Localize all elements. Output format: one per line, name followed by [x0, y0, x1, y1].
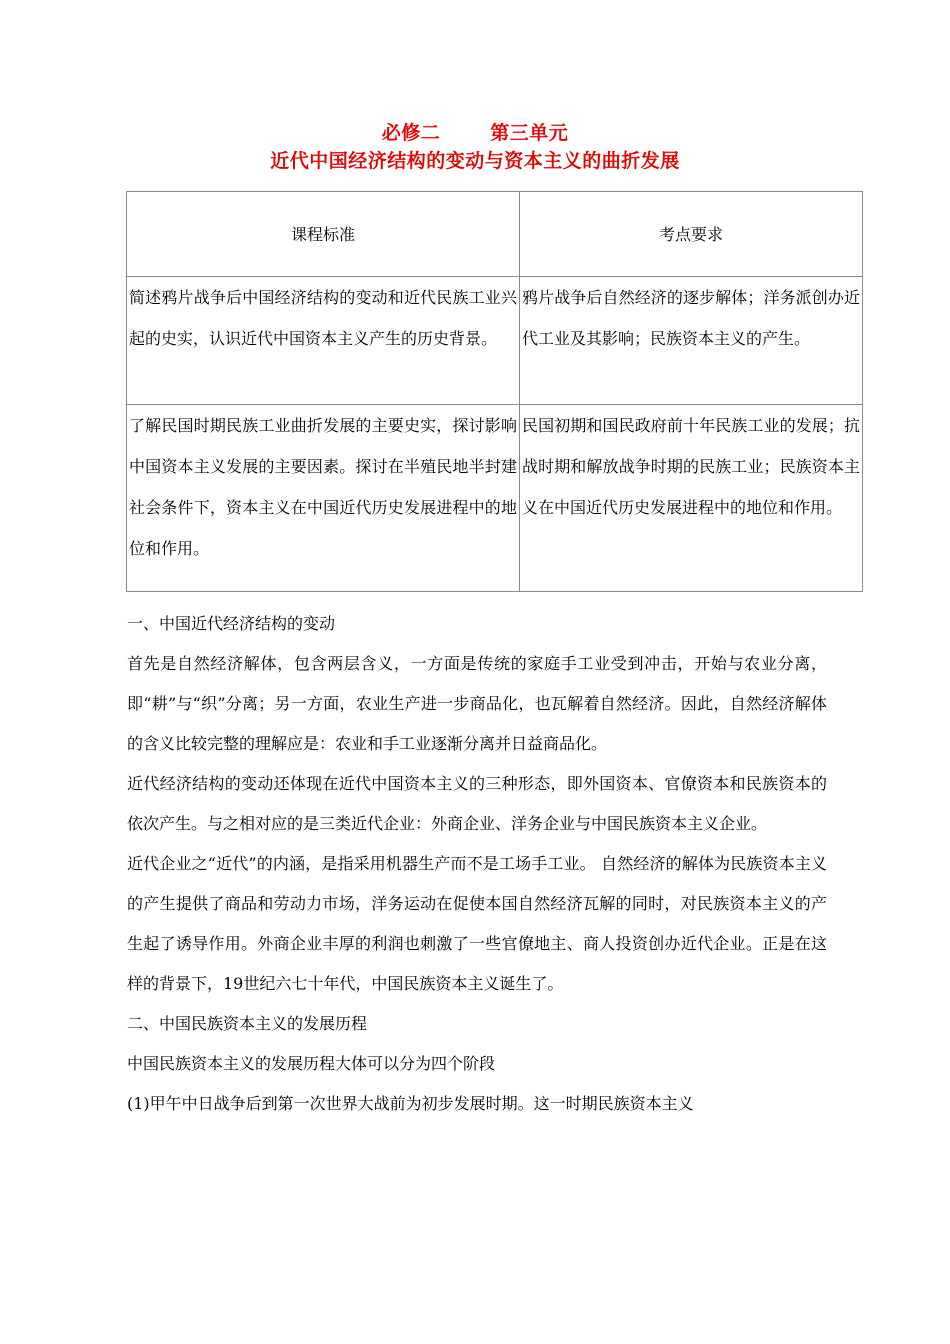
curriculum-table [126, 191, 863, 592]
table-cell: 民国初期和国民政府前十年民族工业的发展；抗战时期和解放战争时期的民族工业；民族资本主义在中国近代历史发展进程中的地位和作用。 [520, 405, 863, 592]
document-subtitle: 近代中国经济结构的变动与资本主义的曲折发展 [270, 150, 680, 172]
table-header-cell: 课程标准 [127, 192, 520, 277]
table-row [127, 405, 863, 592]
section-heading: 一、中国近代经济结构的变动 [127, 614, 336, 633]
table-cell: 鸦片战争后自然经济的逐步解体；洋务派创办近代工业及其影响；民族资本主义的产生。 [520, 277, 863, 405]
table-row [127, 277, 863, 405]
table-header-row [127, 192, 863, 277]
title-unit: 第三单元 [490, 122, 569, 144]
paragraph: 近代经济结构的变动还体现在近代中国资本主义的三种形态，即外国资本、官僚资本和民族资本的依次产生。与之相对应的是三类近代企业：外商企业、洋务企业与中国民族资本主义企业。 [127, 774, 827, 833]
section-heading: 二、中国民族资本主义的发展历程 [127, 1014, 368, 1033]
table-cell: 了解民国时期民族工业曲折发展的主要史实，探讨影响中国资本主义发展的主要因素。探讨在半殖民地半封建社会条件下，资本主义在中国近代历史发展进程中的地位和作用。 [127, 405, 520, 592]
paragraph: 近代企业之“近代”的内涵，是指采用机器生产而不是工场手工业。 自然经济的解体为民族资本主义的产生提供了商品和劳动力市场，洋务运动在促使本国自然经济瓦解的同时，对民族资本主义的产生起了诱导作用。外商企业丰厚的利润也刺激了一些官僚地主、商人投资创办近代企业。正是在这样的背景下，19世纪六七十年代，中国民族资本主义诞生了。 [127, 854, 827, 993]
table-header-cell: 考点要求 [520, 192, 863, 277]
table-cell: 简述鸦片战争后中国经济结构的变动和近代民族工业兴起的史实，认识近代中国资本主义产生的历史背景。 [127, 277, 520, 405]
paragraph: 中国民族资本主义的发展历程大体可以分为四个阶段 [127, 1054, 496, 1073]
document-body [127, 604, 827, 1124]
document-title [0, 118, 950, 145]
paragraph: 首先是自然经济解体，包含两层含义，一方面是传统的家庭手工业受到冲击，开始与农业分离，即“耕”与“织”分离；另一方面，农业生产进一步商品化，也瓦解着自然经济。因此，自然经济解体的含义比较完整的理解应是：农业和手工业逐渐分离并日益商品化。 [127, 654, 827, 753]
title-course: 必修二 [381, 122, 441, 144]
paragraph: (1)甲午中日战争后到第一次世界大战前为初步发展时期。这一时期民族资本主义 [127, 1094, 694, 1113]
